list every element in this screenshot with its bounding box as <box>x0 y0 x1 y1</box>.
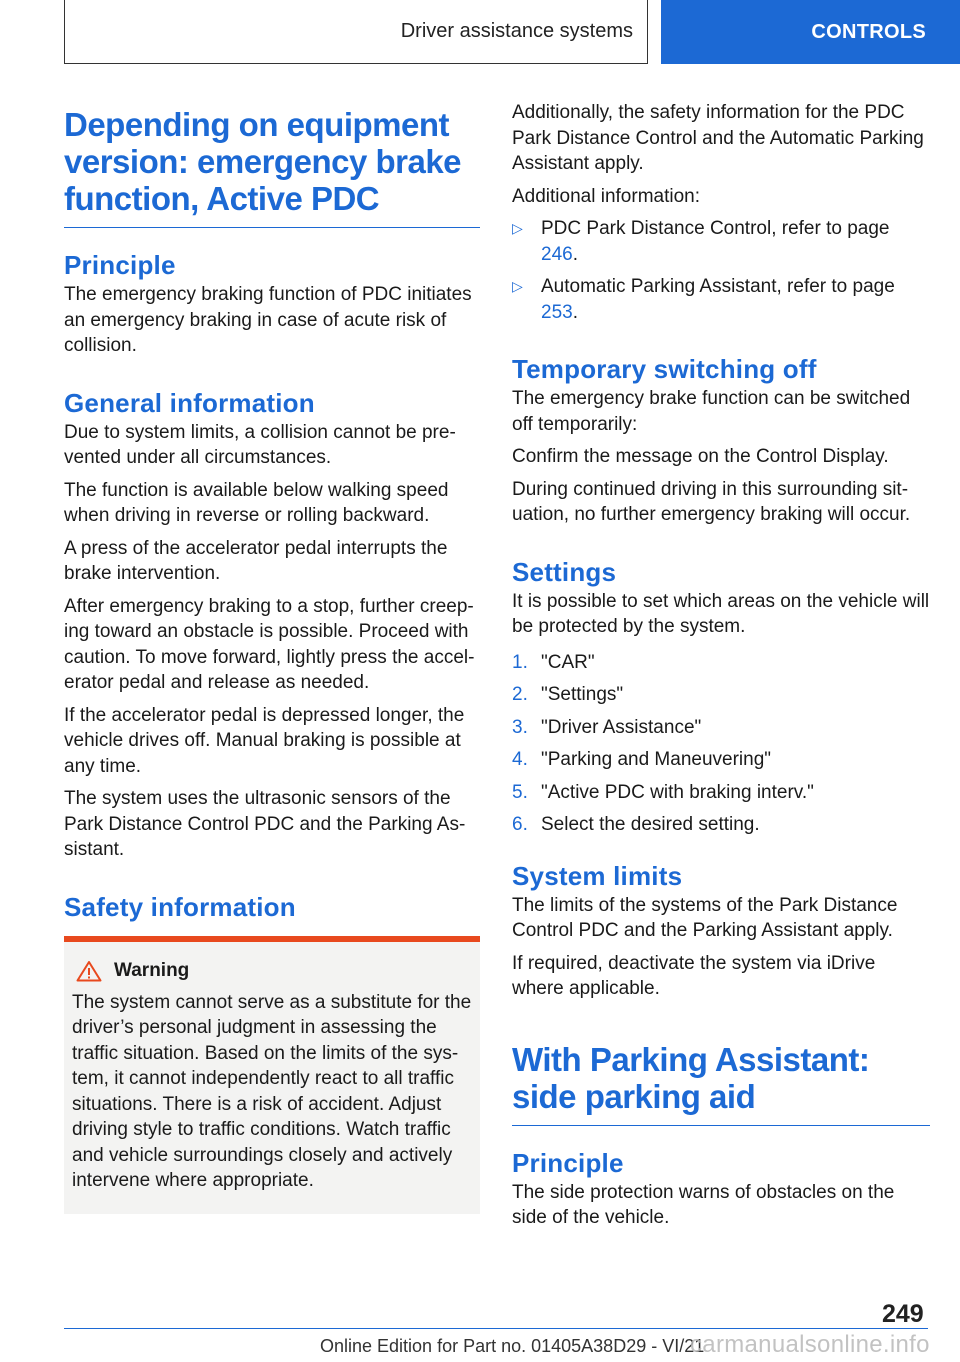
edition-footer: Online Edition for Part no. 01405A38D29 - VI/21 <box>320 1336 705 1356</box>
temporary-switching-off-heading: Temporary switching off <box>512 354 817 384</box>
reference-text: PDC Park Distance Control, refer to page 246. <box>541 218 890 265</box>
step-number: 3. <box>512 716 528 738</box>
general-paragraph: The system uses the ultrasonic sensors of the Park Distance Control PDC and the Parking As‐ sistant. <box>64 788 466 860</box>
system-limits-heading: System limits <box>512 860 683 891</box>
warning-triangle-icon <box>76 960 102 982</box>
general-paragraph: After emergency braking to a stop, further creep‐ ing toward an obstacle is possible. Proceed with caution. To move forward, lightly press the accel‐ erator pedal and release as needed. <box>64 595 475 693</box>
principle-text: The emergency braking function of PDC initiates an emergency braking in case of acute risk of collision. <box>64 284 472 356</box>
left-column <box>64 100 480 1214</box>
step-text: "Driver Assistance" <box>541 716 702 738</box>
footer-divider <box>64 1328 928 1329</box>
principle-heading: Principle <box>64 250 176 280</box>
watermark: carmanualsonline.info <box>690 1331 930 1358</box>
settings-step <box>512 780 930 806</box>
general-paragraph: A press of the accelerator pedal interrupts the brake intervention. <box>64 537 448 584</box>
settings-heading: Settings <box>512 556 617 587</box>
step-number: 6. <box>512 814 528 835</box>
triangle-bullet-icon: ▷ <box>512 278 523 294</box>
step-text: Select the desired setting. <box>541 814 760 835</box>
settings-step <box>512 812 930 838</box>
step-number: 1. <box>512 651 528 673</box>
step-text: "Parking and Maneuvering" <box>541 749 772 770</box>
settings-step <box>512 650 930 676</box>
warning-header <box>72 960 472 982</box>
page-number: 249 <box>882 1300 924 1328</box>
reference-text: Automatic Parking Assistant, refer to page 253. <box>541 276 895 323</box>
right-column <box>512 100 930 1238</box>
step-number: 5. <box>512 781 528 803</box>
warning-box <box>64 936 480 1214</box>
safety-information-heading: Safety information <box>64 891 296 922</box>
principle-heading: Principle <box>512 1147 624 1178</box>
warning-text: The system cannot serve as a substitute for the driver’s personal judgment in assessing the traffic situation. Based on the limits of the sys‐ tem, it cannot independently react to all traffic situations. There is a risk of accident. Adjust driving style to traffic conditions. Watch traffic and vehicle surroundings closely and actively intervene where appropriate. <box>72 991 472 1191</box>
section-title: With Parking Assistant: side parking aid <box>512 1041 930 1126</box>
reference-item <box>512 274 930 325</box>
header-chapter-title: CONTROLS <box>811 20 926 43</box>
general-paragraph: If the accelerator pedal is depressed longer, the vehicle drives off. Manual braking is possible at any time. <box>64 704 465 777</box>
settings-step <box>512 747 930 773</box>
reference-item <box>512 216 930 267</box>
general-paragraph: Due to system limits, a collision cannot be pre‐ vented under all circumstances. <box>64 421 456 468</box>
step-number: 2. <box>512 684 528 705</box>
limits-paragraph: The limits of the systems of the Park Distance Control PDC and the Parking Assistant apply. <box>512 894 898 941</box>
temp-paragraph: During continued driving in this surrounding sit‐ uation, no further emergency braking will occur. <box>512 478 911 525</box>
page-link[interactable]: 246 <box>541 243 573 265</box>
running-header-section <box>64 0 648 64</box>
settings-step <box>512 682 930 708</box>
reference-list <box>512 216 930 325</box>
page-link[interactable]: 253 <box>541 301 573 323</box>
additional-info-label: Additional information: <box>512 185 700 207</box>
settings-step <box>512 715 930 741</box>
settings-steps <box>512 650 930 838</box>
section-title: Depending on equipment version: emergency brake function, Active PDC <box>64 106 480 228</box>
general-paragraph: The function is available below walking speed when driving in reverse or rolling backward. <box>64 479 449 526</box>
running-header-chapter <box>661 0 960 64</box>
general-information-heading: General information <box>64 387 315 418</box>
temp-paragraph: The emergency brake function can be switched off temporarily: <box>512 388 911 435</box>
header-section-title: Driver assistance systems <box>400 20 633 42</box>
step-text: "Settings" <box>541 684 624 705</box>
warning-label: Warning <box>114 959 190 981</box>
intro-text: Additionally, the safety information for the PDC Park Distance Control and the Automatic Parking Assistant apply. <box>512 102 924 174</box>
principle-text: The side protection warns of obstacles on the side of the vehicle. <box>512 1181 895 1228</box>
step-number: 4. <box>512 749 528 770</box>
limits-paragraph: If required, deactivate the system via iDrive where applicable. <box>512 952 876 999</box>
triangle-bullet-icon: ▷ <box>512 220 523 236</box>
step-text: "Active PDC with braking interv." <box>541 781 814 803</box>
temp-paragraph: Confirm the message on the Control Display. <box>512 446 889 467</box>
settings-text: It is possible to set which areas on the vehicle will be protected by the system. <box>512 590 930 637</box>
step-text: "CAR" <box>541 651 595 673</box>
